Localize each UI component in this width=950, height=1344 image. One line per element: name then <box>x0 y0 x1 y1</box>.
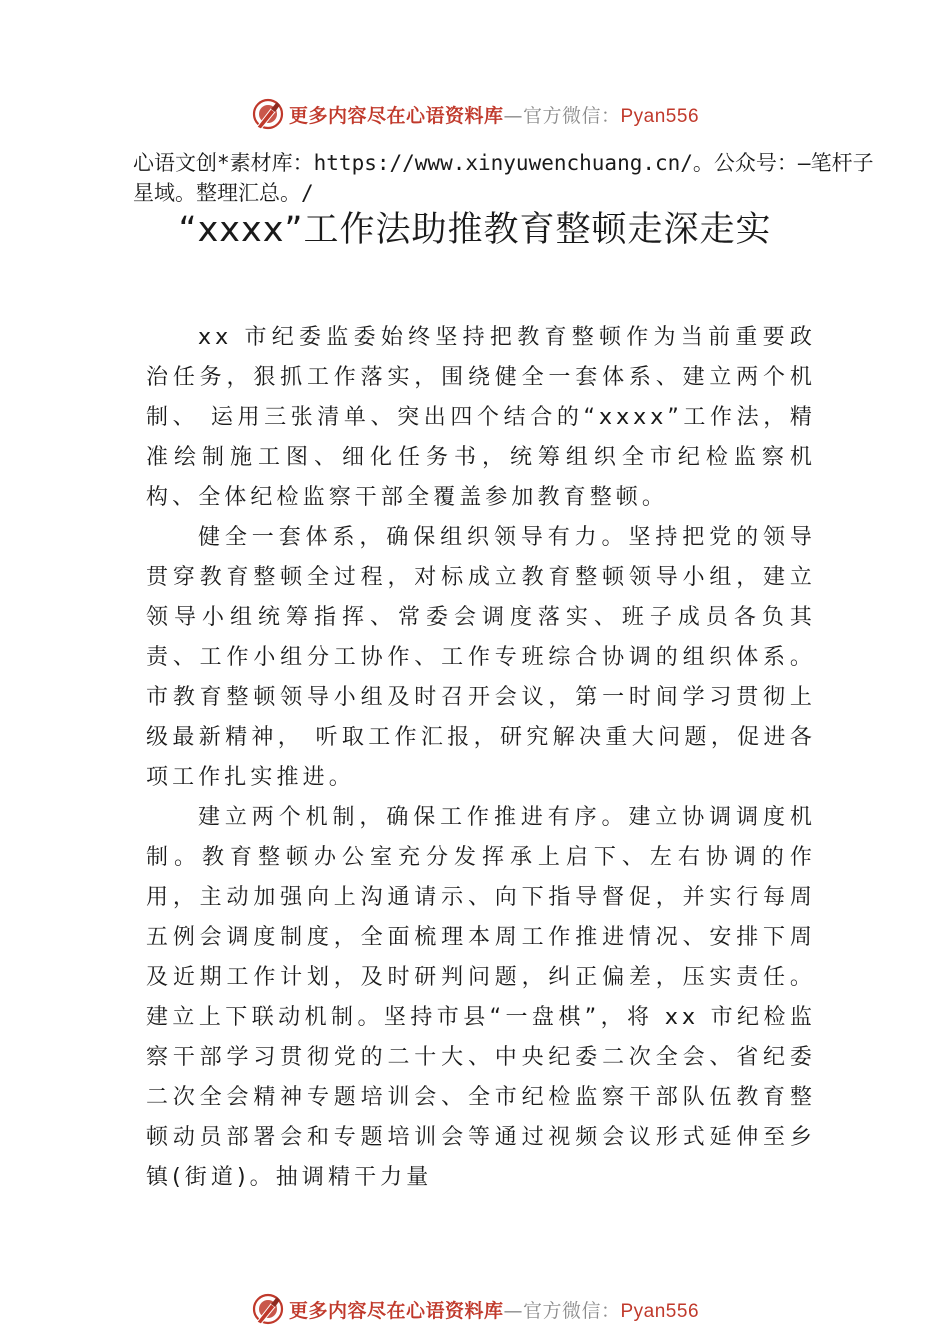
watermark-wechat-label: —官方微信： <box>503 1299 621 1322</box>
paragraph-3: 建立两个机制，确保工作推进有序。建立协调调度机制。教育整顿办公室充分发挥承上启下、左右协调的作用，主动加强向上沟通请示、向下指导督促，并实行每周五例会调度制度，全面梳理本周工作推进情况、安排下周及近期工作计划，及时研判问题，纠正偏差，压实责任。建立上下联动机制。坚持市县“一盘棋”，将 xx 市纪检监察干部学习贯彻党的二十大、中央纪委二次全会、省纪委二次全会精神专题培训会、全市纪检监察干部队伍教育整顿动员部署会和专题培训会等通过视频会议形式延伸至乡镇(街道)。抽调精干力量 <box>146 805 816 1190</box>
watermark-wechat-id: Pyan556 <box>620 105 700 127</box>
watermark-wechat-label: —官方微信： <box>503 104 621 127</box>
watermark-site-name: 更多内容尽在心语资料库 <box>288 1299 504 1322</box>
watermark-wechat-id: Pyan556 <box>620 1300 700 1322</box>
watermark-text <box>289 1296 699 1323</box>
document-title: “xxxx”工作法助推教育整顿走深走实 <box>178 210 772 250</box>
source-line: 心语文创*素材库：https://www.xinyuwenchuang.cn/。公众号：—笔杆子星域。整理汇总。/ <box>133 151 874 205</box>
paragraph-1: xx 市纪委监委始终坚持把教育整顿作为当前重要政治任务，狠抓工作落实，围绕健全一套体系、建立两个机制、 运用三张清单、突出四个结合的“xxxx”工作法，精准绘制施工图、细化任务书，统筹组织全市纪检监察机构、全体纪检监察干部全覆盖参加教育整顿。 <box>146 325 816 510</box>
paragraph-2: 健全一套体系，确保组织领导有力。坚持把党的领导贯穿教育整顿全过程，对标成立教育整顿领导小组，建立领导小组统筹指挥、常委会调度落实、班子成员各负其责、工作小组分工协作、工作专班综合协调的组织体系。市教育整顿领导小组及时召开会议，第一时间学习贯彻上级最新精神， 听取工作汇报，研究解决重大问题，促进各项工作扎实推进。 <box>146 525 816 790</box>
watermark-text <box>289 101 699 128</box>
pen-nib-logo-icon <box>251 97 285 131</box>
watermark-site-name: 更多内容尽在心语资料库 <box>288 104 504 127</box>
watermark-banner-top <box>0 94 950 134</box>
pen-nib-logo-icon <box>251 1292 285 1326</box>
document-body <box>146 318 816 1198</box>
watermark-banner-bottom <box>0 1289 950 1329</box>
